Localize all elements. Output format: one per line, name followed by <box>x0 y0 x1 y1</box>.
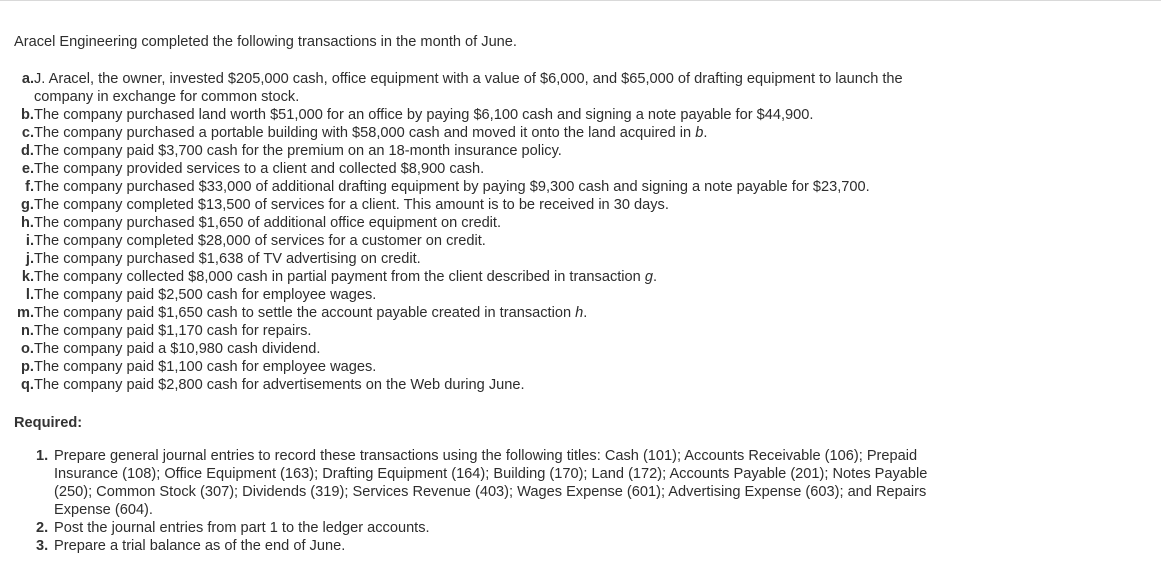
transaction-letter: c. <box>21 125 34 141</box>
transaction-item <box>14 250 1134 268</box>
transaction-text <box>34 304 934 322</box>
transaction-text <box>34 106 934 124</box>
transaction-text <box>34 124 934 142</box>
transaction-body: The company paid $1,100 cash for employee wages. <box>34 359 377 375</box>
transaction-body: The company completed $13,500 of services for a client. This amount is to be received in 30 days. <box>34 197 669 213</box>
transaction-text <box>34 358 934 376</box>
transaction-reference: b <box>695 125 704 141</box>
transaction-letter: g. <box>21 197 34 213</box>
transaction-body: The company paid $1,170 cash for repairs. <box>34 323 312 339</box>
required-item <box>36 519 956 537</box>
transaction-item <box>14 124 1134 142</box>
transaction-item <box>14 214 1134 232</box>
required-text: Prepare a trial balance as of the end of June. <box>54 538 346 554</box>
transaction-letter: f. <box>25 179 34 195</box>
transaction-letter: m. <box>16 305 34 321</box>
transaction-body: The company completed $28,000 of services for a customer on credit. <box>34 233 486 249</box>
transaction-letter: j. <box>25 251 34 267</box>
transaction-text <box>34 322 934 340</box>
required-text: Prepare general journal entries to record these transactions using the following titles: Cash (101); Accounts Receivable (106); Prepaid Insurance (108); Office Equipment (163); Drafting Equipment (164); Building (170); Land (172); Accounts Payable (201); Notes Payable (250); Common Stock (307); Dividends (319); Services Revenue (403); Wages Expense (601); Advertising Expense (603); and Repairs Expense (604). <box>54 448 928 518</box>
transaction-body: The company paid $2,500 cash for employee wages. <box>34 287 377 303</box>
required-list <box>36 447 956 555</box>
transaction-item <box>14 232 1134 250</box>
transaction-body: The company purchased $33,000 of additional drafting equipment by paying $9,300 cash and signing a note payable for $23,700. <box>34 179 870 195</box>
transaction-body: The company paid $2,800 cash for advertisements on the Web during June. <box>34 377 525 393</box>
transaction-item <box>14 376 1134 394</box>
transaction-text <box>34 340 934 358</box>
required-text: Post the journal entries from part 1 to the ledger accounts. <box>54 520 430 536</box>
required-number: 2. <box>36 520 49 536</box>
transaction-item <box>14 196 1134 214</box>
transaction-item <box>14 70 1134 106</box>
transaction-letter: o. <box>21 341 34 357</box>
transaction-body: The company purchased land worth $51,000 for an office by paying $6,100 cash and signing a note payable for $44,900. <box>34 107 814 123</box>
transaction-text <box>34 178 934 196</box>
transaction-letter: i. <box>25 233 34 249</box>
transaction-body: The company paid a $10,980 cash dividend. <box>34 341 321 357</box>
transaction-text <box>34 268 934 286</box>
transaction-text <box>34 160 934 178</box>
transaction-body: J. Aracel, the owner, invested $205,000 cash, office equipment with a value of $6,000, and $65,000 of drafting equipment to launch the company in exchange for common stock. <box>34 71 903 105</box>
required-heading: Required: <box>14 415 83 431</box>
transaction-letter: b. <box>21 107 34 123</box>
transaction-text <box>34 232 934 250</box>
transaction-item <box>14 358 1134 376</box>
transaction-item <box>14 142 1134 160</box>
transaction-reference: g <box>644 269 653 285</box>
transaction-body: The company purchased a portable building with $58,000 cash and moved it onto the land acquired in <box>34 125 692 141</box>
transaction-reference: h <box>575 305 584 321</box>
transaction-body: The company paid $3,700 cash for the premium on an 18-month insurance policy. <box>34 143 562 159</box>
required-number: 3. <box>36 538 49 554</box>
transaction-text <box>34 250 934 268</box>
top-divider <box>0 0 1161 1</box>
transaction-letter: n. <box>21 323 34 339</box>
transaction-item <box>14 160 1134 178</box>
transaction-item <box>14 286 1134 304</box>
transaction-text <box>34 70 934 106</box>
transaction-letter: h. <box>21 215 34 231</box>
transaction-text <box>34 214 934 232</box>
transaction-item <box>14 178 1134 196</box>
transaction-body: The company collected $8,000 cash in partial payment from the client described in transaction <box>34 269 641 285</box>
transaction-body: The company purchased $1,650 of additional office equipment on credit. <box>34 215 502 231</box>
transaction-item <box>14 340 1134 358</box>
transaction-text <box>34 142 934 160</box>
transaction-item <box>14 268 1134 286</box>
required-item <box>36 537 956 555</box>
transaction-letter: e. <box>21 161 34 177</box>
transaction-suffix: . <box>652 269 658 285</box>
transaction-item <box>14 304 1134 322</box>
transaction-item <box>14 106 1134 124</box>
transaction-body: The company provided services to a client and collected $8,900 cash. <box>34 161 485 177</box>
transaction-letter: k. <box>21 269 34 285</box>
transaction-item <box>14 322 1134 340</box>
transaction-list <box>14 70 1134 394</box>
problem-intro: Aracel Engineering completed the following transactions in the month of June. <box>14 34 517 50</box>
transaction-text <box>34 376 934 394</box>
transaction-letter: a. <box>21 71 34 87</box>
required-item <box>36 447 956 519</box>
transaction-letter: d. <box>21 143 34 159</box>
transaction-letter: p. <box>21 359 34 375</box>
transaction-body: The company purchased $1,638 of TV advertising on credit. <box>34 251 421 267</box>
transaction-text <box>34 196 934 214</box>
transaction-suffix: . <box>703 125 708 141</box>
transaction-text <box>34 286 934 304</box>
required-number: 1. <box>36 448 49 464</box>
transaction-suffix: . <box>583 305 588 321</box>
transaction-body: The company paid $1,650 cash to settle the account payable created in transaction <box>34 305 572 321</box>
transaction-letter: q. <box>21 377 34 393</box>
transaction-letter: l. <box>25 287 34 303</box>
